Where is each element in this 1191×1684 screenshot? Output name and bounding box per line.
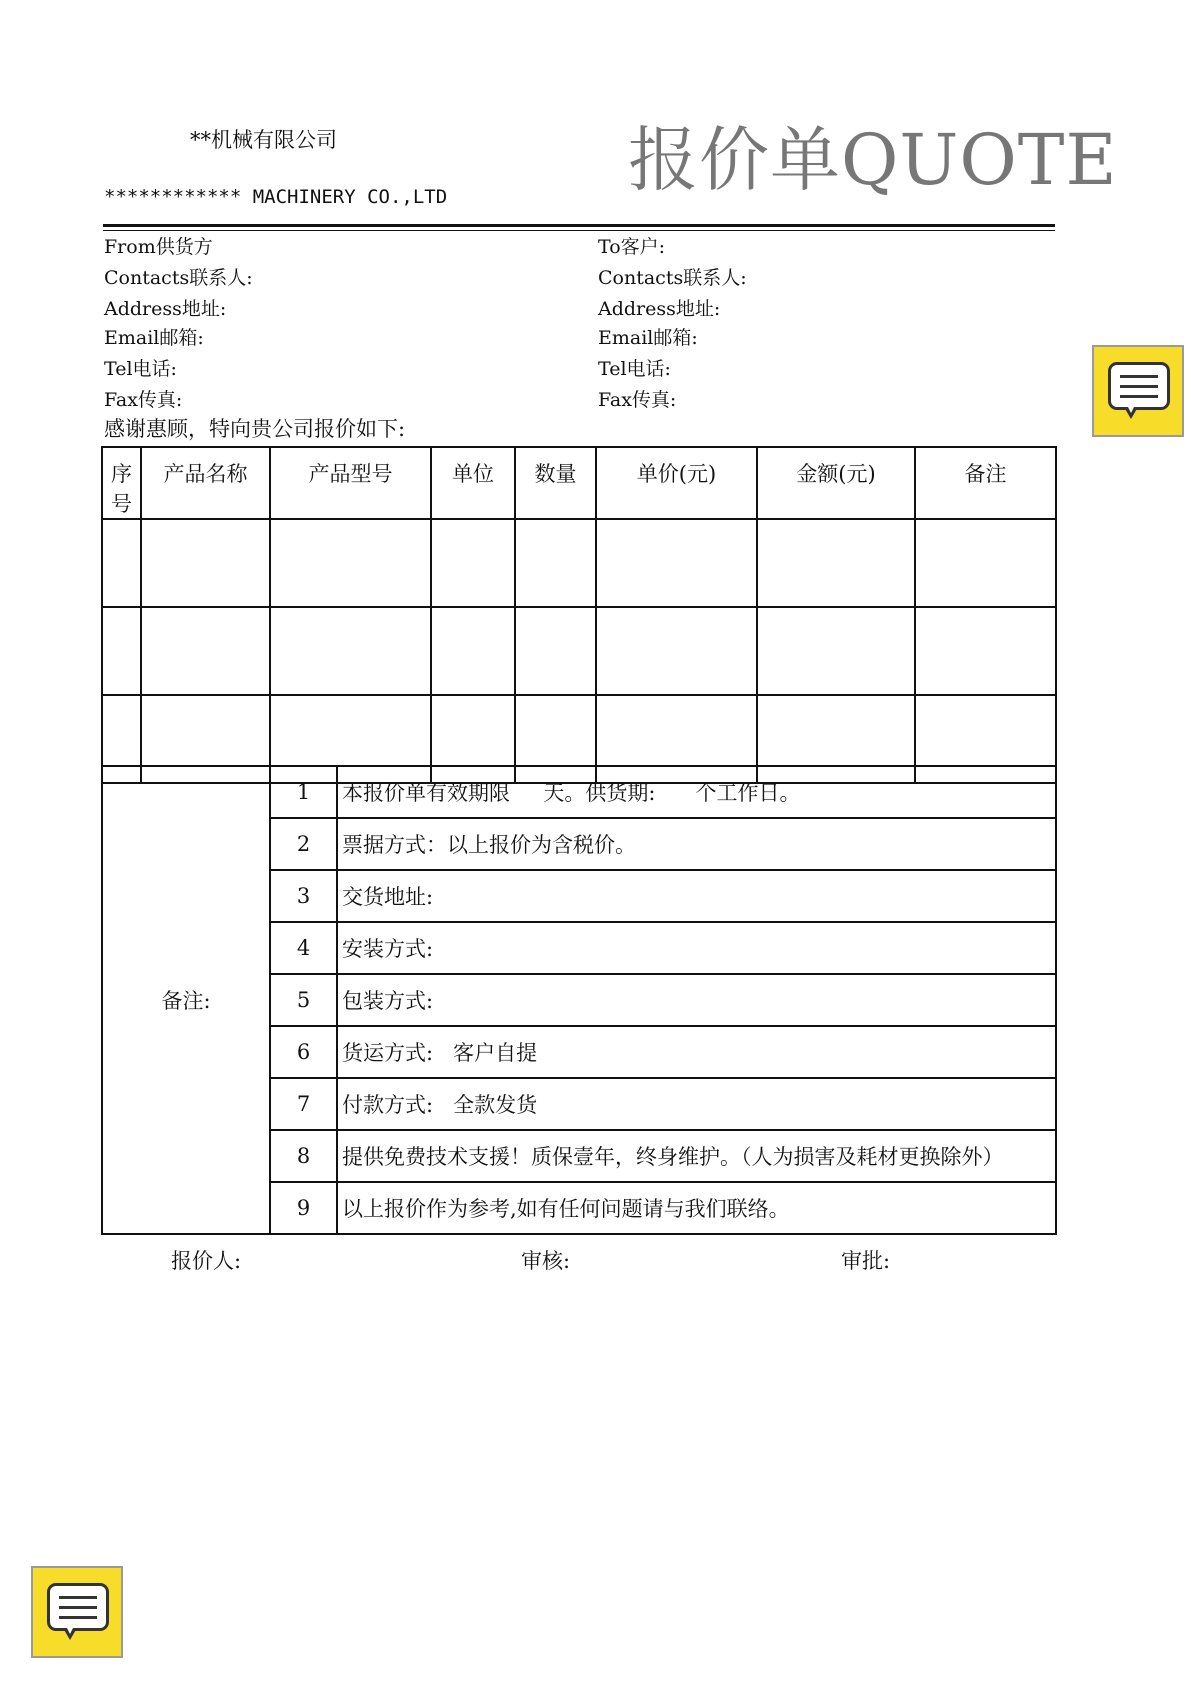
header-product-model: 产品型号 xyxy=(270,447,431,519)
note-number: 4 xyxy=(270,922,337,974)
note-text: 包装方式: xyxy=(337,974,1056,1026)
note-text: 票据方式：以上报价为含税价。 xyxy=(337,818,1056,870)
note-number: 9 xyxy=(270,1182,337,1234)
note-number: 2 xyxy=(270,818,337,870)
from-contacts: Contacts联系人: xyxy=(104,267,253,289)
to-email: Email邮箱: xyxy=(598,327,698,349)
comment-icon[interactable] xyxy=(1092,345,1184,437)
from-tel: Tel电话: xyxy=(104,358,177,380)
notes-table xyxy=(101,765,1057,1235)
cell[interactable] xyxy=(757,519,915,607)
note-number: 8 xyxy=(270,1130,337,1182)
signature-review: 审核: xyxy=(521,1249,571,1273)
header-divider xyxy=(103,224,1055,227)
from-address: Address地址: xyxy=(104,298,227,320)
cell[interactable] xyxy=(270,519,431,607)
intro-text: 感谢惠顾，特向贵公司报价如下: xyxy=(104,417,406,441)
cell[interactable] xyxy=(102,607,141,695)
note-text: 交货地址: xyxy=(337,870,1056,922)
from-title: From供货方 xyxy=(104,236,213,258)
cell[interactable] xyxy=(915,519,1056,607)
cell[interactable] xyxy=(141,519,270,607)
company-name-cn: **机械有限公司 xyxy=(190,128,337,152)
to-title: To客户: xyxy=(598,236,666,258)
note-text: 本报价单有效期限 天。供货期: 个工作日。 xyxy=(337,766,1056,818)
cell[interactable] xyxy=(431,519,515,607)
note-number: 5 xyxy=(270,974,337,1026)
note-text: 以上报价作为参考,如有任何问题请与我们联络。 xyxy=(337,1182,1056,1234)
note-text: 货运方式: 客户自提 xyxy=(337,1026,1056,1078)
cell[interactable] xyxy=(596,607,757,695)
from-fax: Fax传真: xyxy=(104,389,183,411)
items-table xyxy=(101,446,1057,784)
signature-approve: 审批: xyxy=(841,1249,891,1273)
table-header-row xyxy=(102,447,1056,519)
document-title: 报价单QUOTE xyxy=(628,119,1118,201)
cell[interactable] xyxy=(915,607,1056,695)
header-product-name: 产品名称 xyxy=(141,447,270,519)
note-number: 7 xyxy=(270,1078,337,1130)
note-number: 6 xyxy=(270,1026,337,1078)
note-text: 提供免费技术支援！质保壹年，终身维护。（人为损害及耗材更换除外） xyxy=(337,1130,1056,1182)
cell[interactable] xyxy=(431,607,515,695)
to-contacts: Contacts联系人: xyxy=(598,267,747,289)
to-fax: Fax传真: xyxy=(598,389,677,411)
note-text: 安装方式: xyxy=(337,922,1056,974)
header-remarks: 备注 xyxy=(915,447,1056,519)
from-email: Email邮箱: xyxy=(104,327,204,349)
note-number: 1 xyxy=(270,766,337,818)
to-address: Address地址: xyxy=(598,298,721,320)
cell[interactable] xyxy=(515,519,596,607)
header-unit: 单位 xyxy=(431,447,515,519)
header-index: 序号 xyxy=(102,447,141,519)
notes-row xyxy=(102,766,1056,818)
cell[interactable] xyxy=(141,607,270,695)
cell[interactable] xyxy=(515,607,596,695)
cell[interactable] xyxy=(596,519,757,607)
note-number: 3 xyxy=(270,870,337,922)
notes-label: 备注: xyxy=(102,766,270,1234)
signature-quoter: 报价人: xyxy=(171,1249,242,1273)
comment-icon[interactable] xyxy=(31,1566,123,1658)
cell[interactable] xyxy=(757,607,915,695)
company-name-en: ************ MACHINERY CO.,LTD xyxy=(104,186,448,208)
cell[interactable] xyxy=(102,519,141,607)
table-row xyxy=(102,607,1056,695)
cell[interactable] xyxy=(270,607,431,695)
to-tel: Tel电话: xyxy=(598,358,671,380)
header-unit-price: 单价(元) xyxy=(596,447,757,519)
note-text: 付款方式: 全款发货 xyxy=(337,1078,1056,1130)
header-amount: 金额(元) xyxy=(757,447,915,519)
table-row xyxy=(102,519,1056,607)
header-quantity: 数量 xyxy=(515,447,596,519)
header-divider-thin xyxy=(103,230,1055,231)
